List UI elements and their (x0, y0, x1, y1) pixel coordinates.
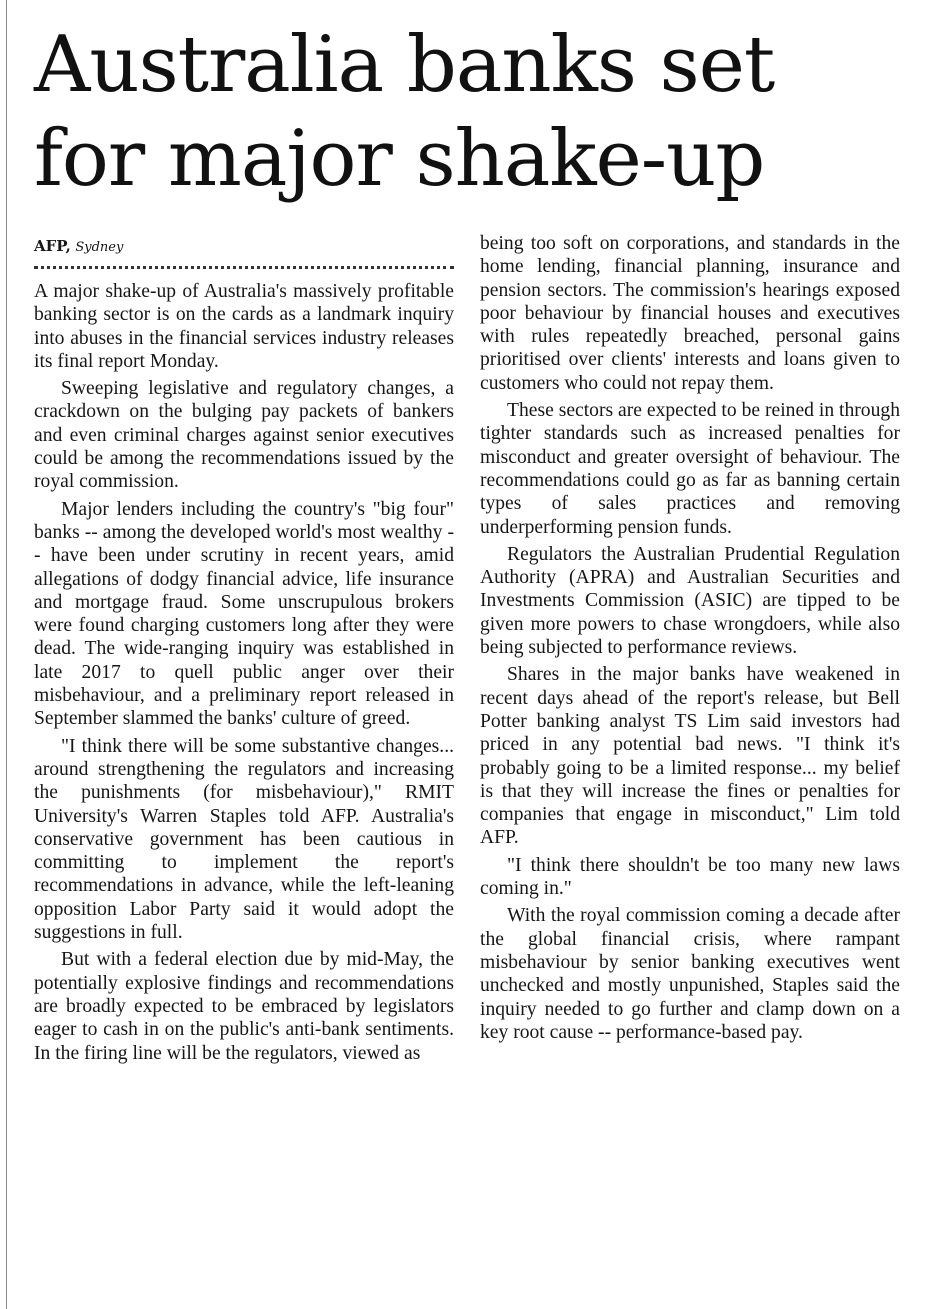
paragraph: Shares in the major banks have weakened in recent days ahead of the report's release, but Bell Potter banking analyst TS Lim said investors had priced in any potential bad news. "I think it's probably going to be a limited response... my belief is that they will increase the fines or penalties for companies that engage in misconduct," Lim told AFP. (480, 664, 900, 849)
paragraph: Major lenders including the country's "big four" banks -- among the developed world's most wealthy -- have been under scrutiny in recent years, amid allegations of dodgy financial advice, life insurance and mortgage fraud. Some unscrupulous brokers were found charging customers long after they were dead. The wide-ranging inquiry was established in late 2017 to quell public anger over their misbehaviour, and a preliminary report released in September slammed the banks' culture of greed. (34, 498, 454, 730)
headline-line-2: for major shake-up (34, 114, 765, 204)
headline-line-1: Australia banks set (34, 20, 775, 110)
paragraph: With the royal commission coming a decade after the global financial crisis, where rampant misbehaviour by senior banking executives went unchecked and mostly unpunished, Staples said the inquiry needed to go further and clamp down on a key root cause -- performance-based pay. (480, 905, 900, 1043)
right-column (480, 232, 900, 1044)
paragraph: Sweeping legislative and regulatory changes, a crackdown on the bulging pay packets of bankers and even criminal charges against senior executives could be among the recommendations issued by the royal commission. (34, 378, 454, 493)
byline (34, 236, 454, 258)
paragraph: Regulators the Australian Prudential Regulation Authority (APRA) and Australian Securities and Investments Commission (ASIC) are tipped to be given more powers to chase wrongdoers, while also being subjected to performance reviews. (480, 543, 900, 659)
paragraph: These sectors are expected to be reined in through tighter standards such as increased penalties for misconduct and greater oversight of behaviour. The recommendations could go as far as banning certain types of sales practices and removing underperforming pension funds. (480, 400, 900, 538)
byline-city: Sydney (75, 240, 124, 255)
byline-agency: AFP, (34, 237, 71, 255)
paragraph: But with a federal election due by mid-May, the potentially explosive findings and recommendations are broadly expected to be embraced by legislators eager to cash in on the public's anti-bank sentiments. In the firing line will be the regulators, viewed as (34, 949, 454, 1064)
paragraph: "I think there shouldn't be too many new laws coming in." (480, 854, 900, 900)
paragraph: A major shake-up of Australia's massively profitable banking sector is on the cards as a landmark inquiry into abuses in the financial services industry releases its final report Monday. (34, 281, 454, 372)
paragraph: being too soft on corporations, and standards in the home lending, financial planning, insurance and pension sectors. The commission's hearings exposed poor behaviour by financial houses and executives with rules repeatedly breached, personal gains prioritised over clients' interests and loans given to customers who could not repay them. (480, 233, 900, 394)
headline (34, 18, 914, 206)
dotted-separator (34, 266, 454, 269)
page-left-rule (6, 0, 7, 1309)
left-column (34, 232, 454, 1065)
paragraph: "I think there will be some substantive changes... around strengthening the regulators and increasing the punishments (for misbehaviour)," RMIT University's Warren Staples told AFP. Australia's conservative government has been cautious in committing to implement the report's recommendations in advance, while the left-leaning opposition Labor Party said it would adopt the suggestions in full. (34, 735, 454, 944)
